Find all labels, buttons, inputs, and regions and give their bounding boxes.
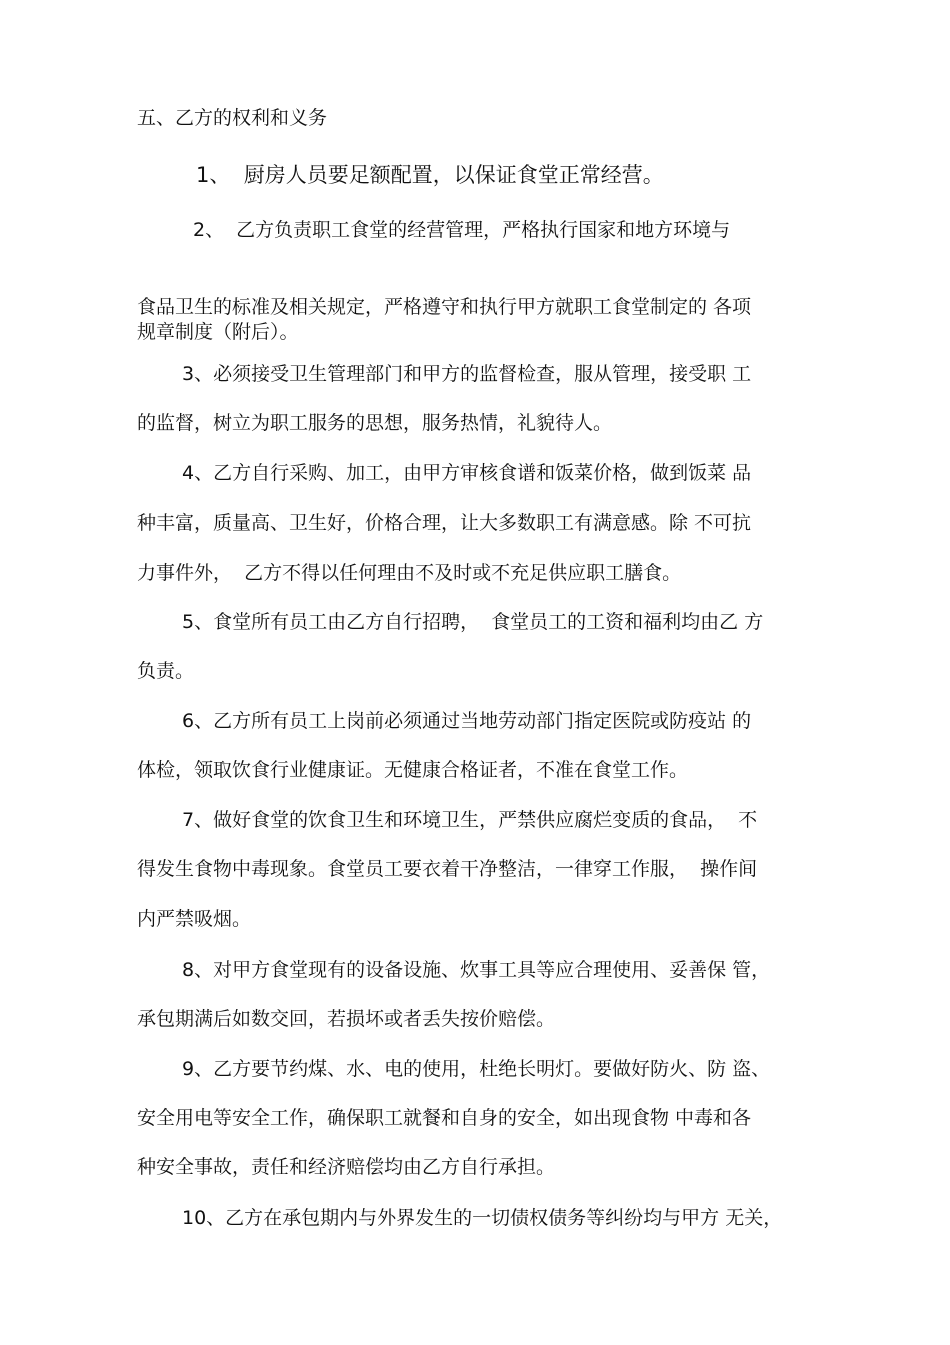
clause-9-line-2: 安全用电等安全工作，确保职工就餐和自身的安全，如出现食物 中毒和各 [137, 1107, 752, 1129]
clause-9-line-1: 9、乙方要节约煤、水、电的使用，杜绝长明灯。要做好防火、防 盗、 [182, 1058, 771, 1080]
clause-5-line-2: 负责。 [137, 660, 195, 682]
clause-9-line-3: 种安全事故，责任和经济赔偿均由乙方自行承担。 [137, 1156, 556, 1178]
clause-8-line-1: 8、对甲方食堂现有的设备设施、炊事工具等应合理使用、妥善保 管， [182, 959, 771, 981]
clause-4-line-3: 力事件外， 乙方不得以任何理由不及时或不充足供应职工膳食。 [137, 562, 682, 584]
clause-10-line-1: 10、乙方在承包期内与外界发生的一切债权债务等纠纷均与甲方 无关， [182, 1207, 783, 1229]
clause-6-line-1: 6、乙方所有员工上岗前必须通过当地劳动部门指定医院或防疫站 的 [182, 710, 752, 732]
clause-2-line-1: 2、 乙方负责职工食堂的经营管理，严格执行国家和地方环境与 [193, 219, 731, 241]
clause-8-line-2: 承包期满后如数交回，若损坏或者丢失按价赔偿。 [137, 1008, 556, 1030]
clause-6-line-2: 体检，领取饮食行业健康证。无健康合格证者，不准在食堂工作。 [137, 759, 689, 781]
clause-1-line-1: 1、 厨房人员要足额配置，以保证食堂正常经营。 [196, 163, 664, 187]
clause-3-line-2: 的监督，树立为职工服务的思想，服务热情，礼貌待人。 [137, 412, 613, 434]
clause-3-line-1: 3、必须接受卫生管理部门和甲方的监督检查，服从管理，接受职 工 [182, 363, 752, 385]
clause-4-line-2: 种丰富，质量高、卫生好，价格合理，让大多数职工有满意感。除 不可抗 [137, 512, 752, 534]
clause-7-line-1: 7、做好食堂的饮食卫生和环境卫生，严禁供应腐烂变质的食品， 不 [182, 809, 758, 831]
clause-4-line-1: 4、乙方自行采购、加工，由甲方审核食谱和饭菜价格，做到饭菜 品 [182, 462, 752, 484]
clause-2-line-2: 食品卫生的标准及相关规定，严格遵守和执行甲方就职工食堂制定的 各项 [137, 296, 752, 318]
clause-7-line-3: 内严禁吸烟。 [137, 908, 252, 930]
clause-5-line-1: 5、食堂所有员工由乙方自行招聘， 食堂员工的工资和福利均由乙 方 [182, 611, 764, 633]
clause-2-line-3: 规章制度（附后）。 [137, 321, 299, 343]
clause-7-line-2: 得发生食物中毒现象。食堂员工要衣着干净整洁，一律穿工作服， 操作间 [137, 858, 758, 880]
section-heading: 五、乙方的权利和义务 [137, 107, 328, 129]
